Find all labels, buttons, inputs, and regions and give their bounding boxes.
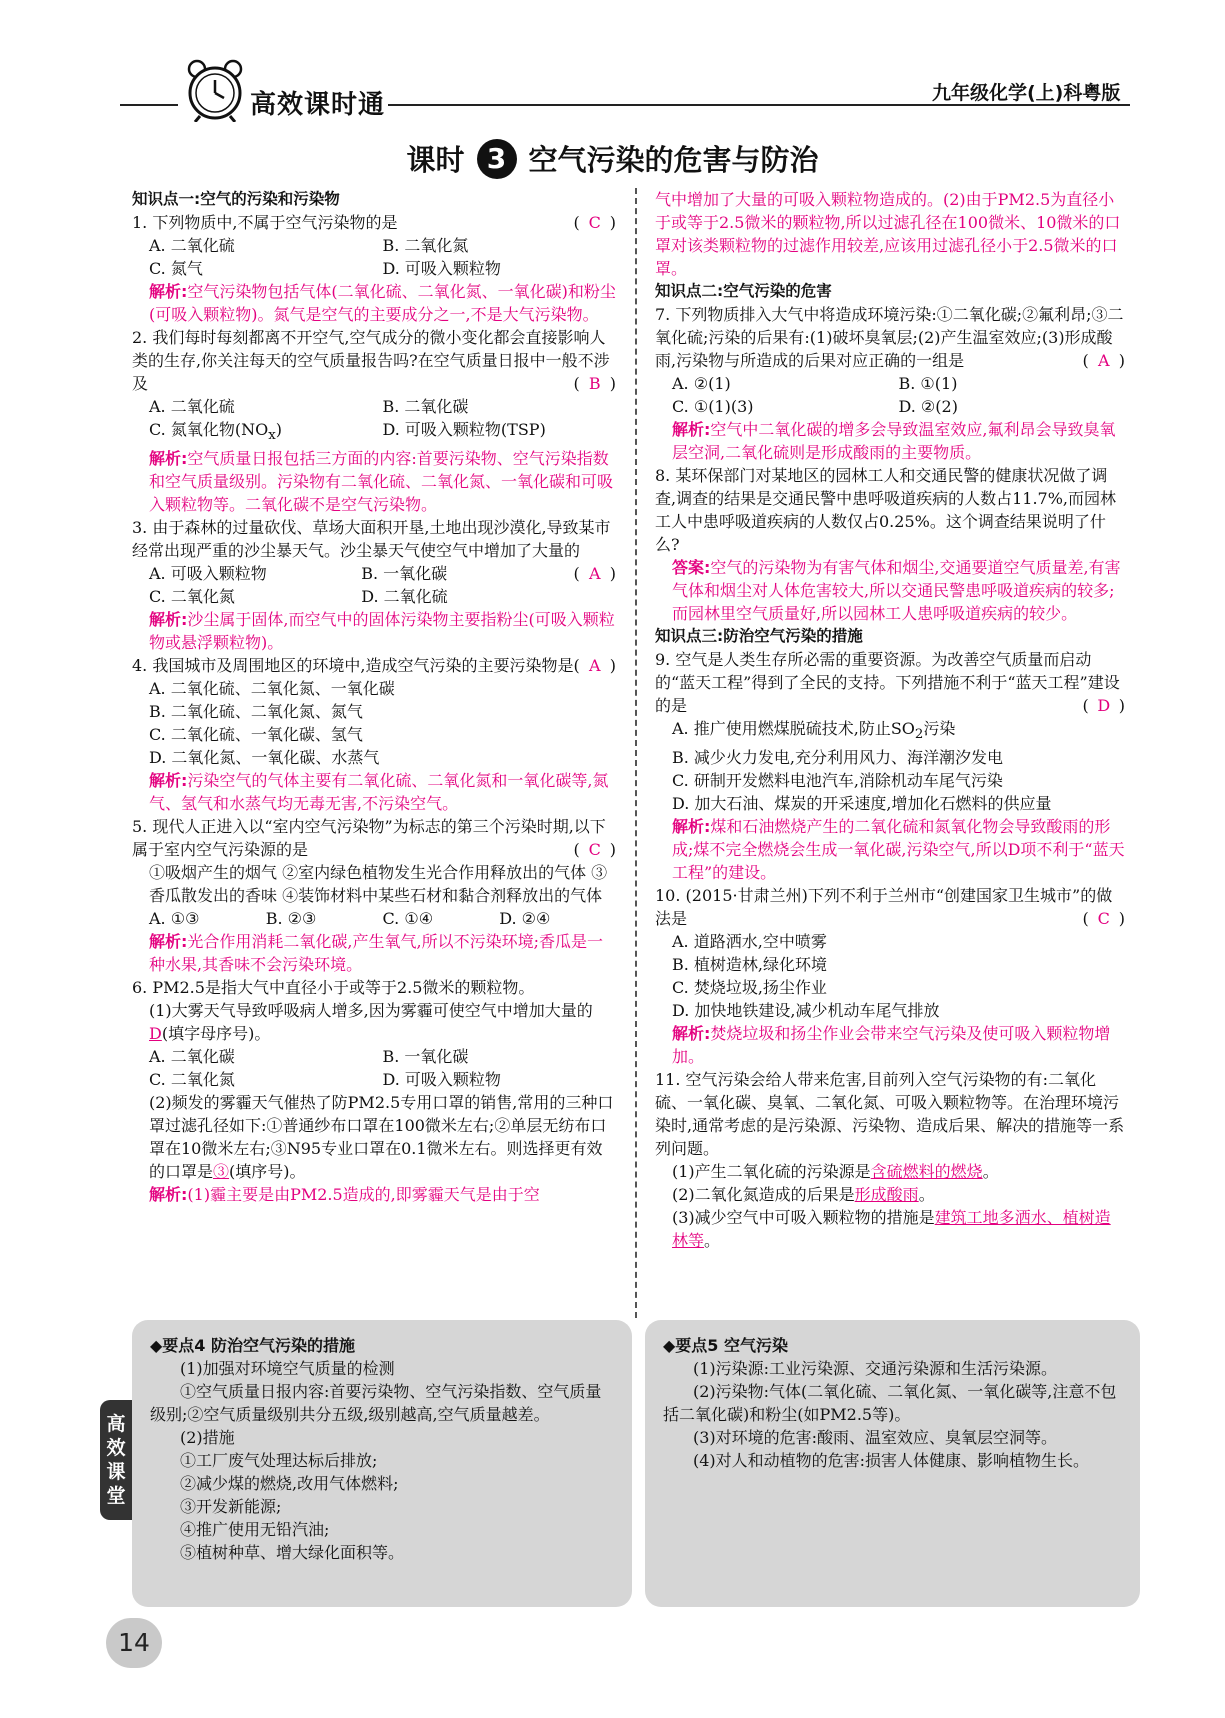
header-rule-left [120,104,178,106]
explanation: 解析:污染空气的气体主要有二氧化硫、二氧化氮和一氧化碳等,氮气、氢气和水蒸气均无毒无害,不污染空气。 [149,771,609,814]
sub-question-1: (1)产生二氧化硫的污染源是含硫燃料的燃烧。 [672,1162,999,1182]
question-stem: 4. 我国城市及周围地区的环境中,造成空气污染的主要污染物是 [132,656,574,676]
question-7 [655,303,1125,464]
knowledge-heading-1: 知识点一:空气的污染和污染物 [132,190,340,208]
option: D. 可吸入颗粒物 [382,1070,501,1090]
question-4 [132,654,616,815]
options [132,234,616,280]
question-8 [655,464,1125,625]
question-5 [132,815,616,976]
box-line: ①空气质量日报内容:首要污染物、空气污染指数、空气质量级别;②空气质量级别共分五级,级别越高,空气质量越差。 [150,1382,602,1424]
option: C. 二氧化氮 [149,1070,235,1090]
left-column [132,188,616,1206]
box-line: ①工厂废气处理达标后排放; [180,1451,378,1470]
box-title: ◆要点4 防治空气污染的措施 [150,1336,356,1355]
options [132,562,574,608]
option: C. 氮氧化物$(NO_x)$ [149,420,282,444]
lesson-prefix: 课时 [406,143,465,177]
option: C. 二氧化硫、一氧化碳、氢气 [149,725,363,745]
lesson-name: 空气污染的危害与防治 [528,143,819,177]
options [655,372,1125,418]
option: C. ①④ [382,909,434,929]
fill-answer: 建筑工地多洒水、植树造林等 [672,1208,1111,1251]
option: D. ②(2) [898,397,958,416]
options [132,1045,616,1091]
question-1 [132,211,616,326]
box-line: ⑤植树种草、增大绿化面积等。 [180,1543,405,1562]
question-stem: 5. 现代人正进入以“室内空气污染物”为标志的第三个污染时期,以下属于室内空气污染源的是 [132,817,606,860]
box-line: ②减少煤的燃烧,改用气体燃料; [180,1474,399,1493]
side-tab-label: 高效课堂 [100,1400,132,1520]
option: B. ②③ [265,909,317,929]
option: B. 一氧化碳 [361,564,448,584]
question-11 [655,1068,1125,1252]
option: B. 二氧化碳 [382,397,469,416]
explanation: 解析:沙尘属于固体,而空气中的固体污染物主要指粉尘(可吸入颗粒物或悬浮颗粒物)。 [149,610,615,653]
answer-bracket: ( C ) [573,213,616,232]
option: A. 可吸入颗粒物 [149,564,267,584]
column-divider [635,188,637,1318]
question-9 [655,648,1125,884]
lesson-number-badge: 3 [477,139,517,179]
explanation: 解析:光合作用消耗二氧化碳,产生氧气,所以不污染环境;香瓜是一种水果,其香味不会污染环境。 [149,932,603,975]
option: B. 植树造林,绿化环境 [672,955,828,975]
knowledge-heading-3: 知识点三:防治空气污染的措施 [655,627,863,645]
box-line: (2)污染物:气体(二氧化硫、二氧化氮、一氧化碳等,注意不包括二氧化碳)和粉尘(如PM2.5等)。 [663,1382,1117,1424]
option: D. 可吸入颗粒物(TSP) [382,420,546,439]
sub-question-1: (1)大雾天气导致呼吸病人增多,因为雾霾可使空气中增加大量的D(填字母序号)。 [149,1001,593,1044]
box-line: (1)污染源:工业污染源、交通污染源和生活污染源。 [693,1359,1058,1378]
question-body: ①吸烟产生的烟气 ②室内绿色植物发生光合作用释放出的气体 ③香瓜散发出的香味 ④装饰材料中某些石材和黏合剂释放出的气体 [149,863,608,906]
sub-question-3: (3)减少空气中可吸入颗粒物的措施是建筑工地多洒水、植树造林等。 [672,1208,1111,1251]
option: A. 道路洒水,空中喷雾 [672,932,827,952]
option: A. 二氧化硫 [149,397,235,416]
answer-bracket: ( C ) [573,840,616,860]
question-stem: 6. PM2.5是指大气中直径小于或等于2.5微米的颗粒物。 [132,978,535,998]
box-line: (2)措施 [180,1428,235,1447]
question-stem: 9. 空气是人类生存所必需的重要资源。为改善空气质量而启动的“蓝天工程”得到了全民的支持。下列措施不利于“蓝天工程”建设的是 [655,650,1120,715]
key-point-4-box [132,1320,632,1607]
answer-bracket: ( A ) [573,564,616,584]
sub-question-2: (2)二氧化氮造成的后果是形成酸雨。 [672,1185,935,1205]
box-line: (4)对人和动植物的危害:损害人体健康、影响植物生长。 [693,1451,1090,1470]
answer-bracket: ( D ) [1082,696,1125,715]
question-stem: 2. 我们每时每刻都离不开空气,空气成分的微小变化都会直接影响人类的生存,你关注每天的空气质量报告吗?在空气质量日报中一般不涉及 [132,328,610,393]
option: C. 氮气 [149,259,203,278]
answer-bracket: ( A ) [573,656,616,676]
question-stem: 11. 空气污染会给人带来危害,目前列入空气污染物的有:二氧化硫、一氧化碳、臭氧、二氧化氮、可吸入颗粒物等。在治理环境污染时,通常考虑的是污染源、污染物、造成后果、解决的措施等一系列问题。 [655,1070,1125,1159]
option: B. 二氧化硫、二氧化氮、氮气 [149,702,363,722]
answer-bracket: ( B ) [573,374,616,393]
question-stem: 3. 由于森林的过量砍伐、草场大面积开垦,土地出现沙漠化,导致某市经常出现严重的沙尘暴天气。沙尘暴天气使空气中增加了大量的 [132,518,611,561]
fill-answer: D [149,1024,162,1044]
subject-label: 九年级化学(上)科粤版 [932,82,1121,104]
answer-bracket: ( A ) [1082,351,1125,370]
explanation-continued: 气中增加了大量的可吸入颗粒物造成的。(2)由于PM2.5为直径小于或等于2.5微米的颗粒物,所以过滤孔径在100微米、10微米的口罩对该类颗粒物的过滤作用较差,应该用过滤孔径小于2.5微米的口罩。 [655,190,1121,278]
option: A. ②(1) [672,374,731,393]
option: D. ②④ [499,909,551,929]
option: A. 二氧化碳 [149,1047,235,1067]
option: A. ①③ [149,909,200,929]
options [132,907,616,930]
box-title: ◆要点5 空气污染 [663,1336,789,1355]
right-column [655,188,1125,1252]
explanation: 解析:空气污染物包括气体(二氧化硫、二氧化氮、一氧化碳)和粉尘(可吸入颗粒物)。氮气是空气的主要成分之一,不是大气污染物。 [149,282,616,324]
answer-bracket: ( C ) [1082,909,1125,929]
page-number: 14 [106,1618,162,1668]
option: C. ①(1)(3) [672,397,754,416]
option: D. 二氧化硫 [361,587,448,607]
option: B. 减少火力发电,充分利用风力、海洋潮汐发电 [672,748,1004,768]
question-10: 10. (2015·甘肃兰州)下列不利于兰州市“创建国家卫生城市”的做法是 ( C ) A. 道路洒水,空中喷雾 B. 植树造林,绿化环境 C. 焚烧垃圾,扬尘作业 D. 加快地铁建设,减少机动车尾气排放 解析:焚烧垃圾和扬尘作业会带来空气污染及使可吸入颗粒物增加。 [655,886,1125,1067]
question-2 [132,326,616,516]
option: D. 加快地铁建设,减少机动车尾气排放 [672,1001,940,1021]
sub-question-2: (2)频发的雾霾天气催热了防PM2.5专用口罩的销售,常用的三种口罩过滤孔径如下:①普通纱布口罩在100微米左右;②单层无纺布口罩在10微米左右;③N95专业口罩在0.1微米左右。则选择更有效的口罩是③(填序号)。 [149,1093,614,1182]
question-stem: 1. 下列物质中,不属于空气污染物的是 [132,213,398,232]
question-3 [132,516,616,654]
option: D. 可吸入颗粒物 [382,259,501,278]
explanation: 解析:空气质量日报包括三方面的内容:首要污染物、空气污染指数和空气质量级别。污染物有二氧化硫、二氧化氮、一氧化碳和可吸入颗粒物等。二氧化碳不是空气污染物。 [149,449,614,515]
knowledge-heading-2: 知识点二:空气污染的危害 [655,282,832,300]
question-stem: 7. 下列物质排入大气中将造成环境污染:①二氧化碳;②氟利昂;③二氧化硫;污染的后果有:(1)破坏臭氧层;(2)产生温室效应;(3)形成酸雨,污染物与所造成的后果对应正确的一组是 [655,305,1124,370]
option: D. 二氧化氮、一氧化碳、水蒸气 [149,748,380,768]
option: C. 焚烧垃圾,扬尘作业 [672,978,827,998]
option: B. 一氧化碳 [382,1047,469,1067]
key-point-5-box [645,1320,1140,1607]
explanation: 解析:空气中二氧化碳的增多会导致温室效应,氟利昂会导致臭氧层空洞,二氧化硫则是形成酸雨的主要物质。 [672,420,1116,462]
brand-title: 高效课时通 [250,90,386,120]
fill-answer: 形成酸雨 [854,1185,919,1205]
option: B. 二氧化氮 [382,236,469,255]
explanation: 解析:焚烧垃圾和扬尘作业会带来空气污染及使可吸入颗粒物增加。 [672,1024,1111,1067]
option: B. ①(1) [898,374,958,393]
alarm-clock-icon [178,56,252,122]
option: C. 研制开发燃料电池汽车,消除机动车尾气污染 [672,771,1003,791]
question-source: (2015·甘肃兰州) [685,886,808,906]
box-line: ③开发新能源; [180,1497,282,1516]
options [132,395,616,447]
question-stem: 8. 某环保部门对某地区的园林工人和交通民警的健康状况做了调查,调查的结果是交通民警中患呼吸道疾病的人数占11.7%,而园林工人中患呼吸道疾病的人数仅占0.25%。这个调查结果说明了什么? [655,466,1117,554]
explanation: 解析:(1)霾主要是由PM2.5造成的,即雾霾天气是由于空 [149,1185,540,1205]
option: A. 二氧化硫、二氧化氮、一氧化碳 [149,679,395,699]
option: C. 二氧化氮 [149,587,235,607]
box-line: ④推广使用无铅汽油; [180,1520,330,1539]
box-line: (1)加强对环境空气质量的检测 [180,1359,395,1378]
option: A. 二氧化硫 [149,236,235,255]
question-stem: 下列不利于兰州市“创建国家卫生城市”的做法是 [655,886,1113,929]
explanation: 解析:煤和石油燃烧产生的二氧化硫和氮氧化物会导致酸雨的形成;煤不完全燃烧会生成一氧化碳,污染空气,所以D项不利于“蓝天工程”的建设。 [672,817,1125,883]
option: A. 推广使用燃煤脱硫技术,防止$SO_2$污染 [672,719,956,743]
option: D. 加大石油、煤炭的开采速度,增加化石燃料的供应量 [672,794,1052,814]
lesson-title [0,138,1225,182]
fill-answer: 含硫燃料的燃烧 [870,1162,983,1182]
answer-text: 答案:空气的污染物为有害气体和烟尘,交通要道空气质量差,有害气体和烟尘对人体危害较大,所以交通民警患呼吸道疾病的较多;而园林里空气质量好,所以园林工人患呼吸道疾病的较少。 [672,558,1121,623]
fill-answer: ③ [213,1162,230,1182]
box-line: (3)对环境的危害:酸雨、温室效应、臭氧层空洞等。 [693,1428,1058,1447]
question-6 [132,976,616,1206]
